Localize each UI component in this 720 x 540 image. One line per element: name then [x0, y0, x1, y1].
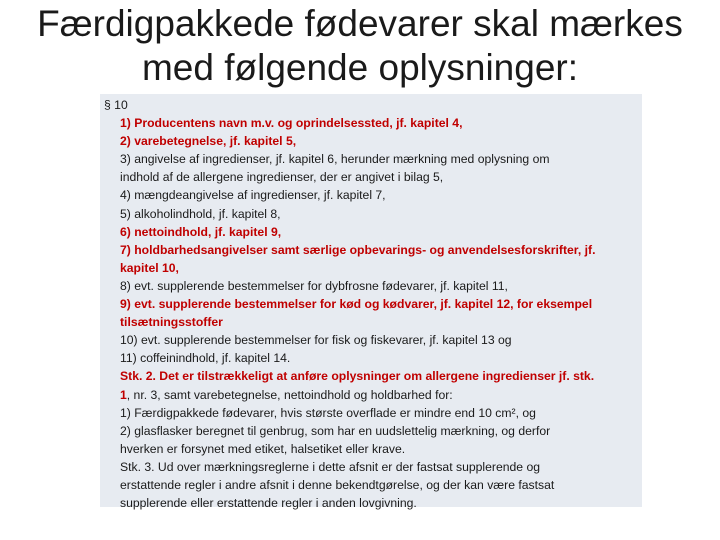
text-line: Stk. 3. Ud over mærkningsreglerne i dette afsnit er der fastsat supplerende og	[120, 459, 541, 474]
text-line: § 10	[104, 98, 128, 112]
text-line	[104, 386, 638, 404]
slide-title-line-1: Færdigpakkede fødevarer skal mærkes	[37, 3, 683, 44]
text-line: 2) glasflasker beregnet til genbrug, som har en uudslettelig mærkning, og derfor	[120, 423, 551, 438]
slide-title	[0, 2, 720, 90]
text-line: 7) holdbarhedsangivelser samt særlige opbevarings- og anvendelsesforskrifter, jf.	[120, 242, 596, 257]
text-line: 9) evt. supplerende bestemmelser for kød og kødvarer, jf. kapitel 12, for eksempel	[120, 297, 593, 312]
slide-title-line-2: med følgende oplysninger:	[141, 47, 579, 88]
text-line-part: , nr. 3, samt varebetegnelse, nettoindhold og holdbarhed for:	[126, 387, 453, 402]
text-line: 5) alkoholindhold, jf. kapitel 8,	[120, 206, 281, 221]
text-line: 10) evt. supplerende bestemmelser for fisk og fiskevarer, jf. kapitel 13 og	[120, 333, 512, 348]
text-line: tilsætningsstoffer	[120, 315, 223, 330]
text-line: 3) angivelse af ingredienser, jf. kapitel 6, herunder mærkning med oplysning om	[120, 152, 550, 167]
text-line: 11) coffeinindhold, jf. kapitel 14.	[120, 351, 291, 366]
text-line: 2) varebetegnelse, jf. kapitel 5,	[120, 134, 297, 149]
text-line-part: 1	[120, 387, 127, 402]
regulation-text-box	[100, 94, 642, 511]
text-line: Stk. 2. Det er tilstrækkeligt at anføre oplysninger om allergene ingredienser jf. stk.	[120, 369, 595, 384]
text-line: indhold af de allergene ingredienser, der er angivet i bilag 5,	[120, 170, 444, 185]
text-line: 1) Producentens navn m.v. og oprindelsessted, jf. kapitel 4,	[120, 116, 463, 131]
text-line: erstattende regler i andre afsnit i denne bekendtgørelse, og der kan være fastsat	[120, 477, 555, 492]
text-line: hverken er forsynet med etiket, halsetiket eller krave.	[120, 441, 406, 456]
text-line: 1) Færdigpakkede fødevarer, hvis største overflade er mindre end 10 cm², og	[120, 405, 536, 420]
text-line: 6) nettoindhold, jf. kapitel 9,	[120, 224, 282, 239]
text-line: supplerende eller erstattende regler i anden lovgivning.	[120, 496, 417, 511]
text-line: 4) mængdeangivelse af ingredienser, jf. kapitel 7,	[120, 188, 386, 203]
text-line: kapitel 10,	[120, 260, 179, 275]
text-line: 8) evt. supplerende bestemmelser for dybfrosne fødevarer, jf. kapitel 11,	[120, 278, 508, 293]
